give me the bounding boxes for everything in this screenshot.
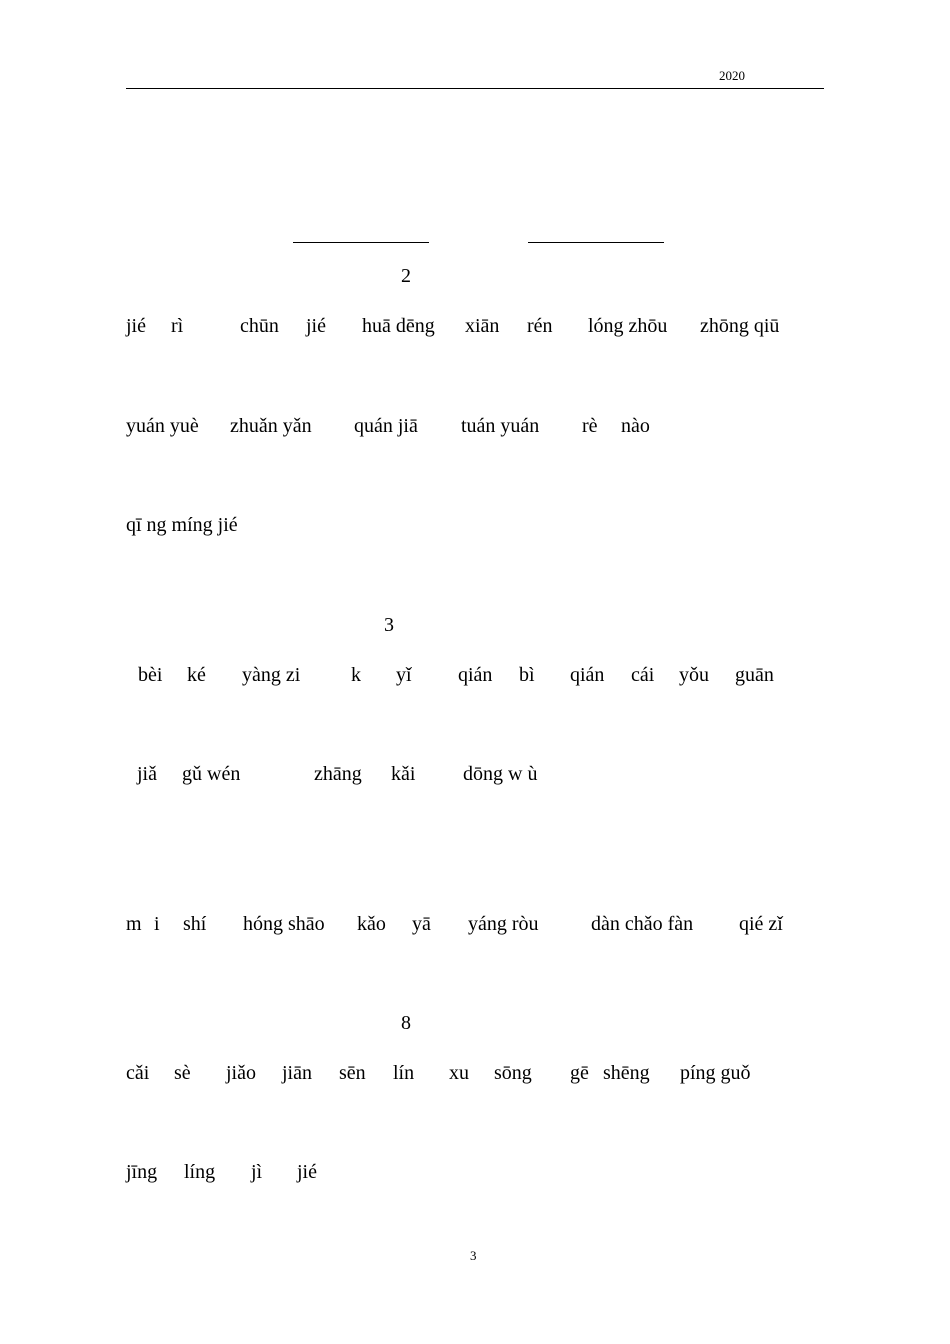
pinyin-word: rè bbox=[582, 415, 598, 437]
page-number: 3 bbox=[470, 1248, 477, 1263]
pinyin-word: m bbox=[126, 913, 142, 935]
pinyin-word: qī ng míng jié bbox=[126, 514, 238, 536]
pinyin-word: qián bbox=[458, 664, 493, 686]
pinyin-word: chūn bbox=[240, 315, 279, 337]
pinyin-word: gǔ wén bbox=[182, 763, 241, 785]
pinyin-word: ké bbox=[187, 664, 206, 686]
pinyin-word: rén bbox=[527, 315, 553, 337]
pinyin-word: xiān bbox=[465, 315, 500, 337]
pinyin-word: jì bbox=[251, 1161, 263, 1183]
pinyin-word: hóng shāo bbox=[243, 913, 325, 935]
pinyin-word: yǒu bbox=[679, 664, 709, 686]
pinyin-word: bì bbox=[519, 664, 535, 686]
pinyin-word: dōng w ù bbox=[463, 763, 538, 785]
blank-line-1 bbox=[293, 242, 429, 243]
pinyin-word: qián bbox=[570, 664, 605, 686]
pinyin-word: kǎo bbox=[357, 913, 386, 935]
pinyin-word: k bbox=[351, 664, 361, 686]
pinyin-word: xu bbox=[449, 1062, 469, 1084]
pinyin-word: qié zǐ bbox=[739, 913, 783, 935]
pinyin-line bbox=[0, 413, 950, 439]
pinyin-line bbox=[0, 313, 950, 339]
pinyin-word: yáng ròu bbox=[468, 913, 539, 935]
pinyin-word: sēn bbox=[339, 1062, 366, 1084]
section-number: 8 bbox=[401, 1012, 411, 1034]
section-number: 3 bbox=[384, 614, 394, 636]
pinyin-word: jié bbox=[126, 315, 146, 337]
pinyin-line bbox=[0, 1159, 950, 1185]
pinyin-word: jīng bbox=[126, 1161, 158, 1183]
pinyin-word: cǎi bbox=[126, 1062, 150, 1084]
pinyin-word: lóng zhōu bbox=[588, 315, 668, 337]
pinyin-line bbox=[0, 512, 950, 538]
pinyin-word: guān bbox=[735, 664, 774, 686]
pinyin-word: sōng bbox=[494, 1062, 532, 1084]
pinyin-word: líng bbox=[184, 1161, 216, 1183]
pinyin-word: jiān bbox=[282, 1062, 312, 1084]
header-year: 2020 bbox=[719, 68, 745, 83]
pinyin-line bbox=[0, 761, 950, 787]
pinyin-word: gē bbox=[570, 1062, 589, 1084]
pinyin-word: zhāng bbox=[314, 763, 362, 785]
pinyin-word: yǐ bbox=[396, 664, 412, 686]
pinyin-word: píng guǒ bbox=[680, 1062, 751, 1084]
pinyin-word: i bbox=[154, 913, 160, 935]
pinyin-word: lín bbox=[393, 1062, 415, 1084]
pinyin-line bbox=[0, 911, 950, 937]
pinyin-word: nào bbox=[621, 415, 650, 437]
section-number: 2 bbox=[401, 265, 411, 287]
pinyin-word: zhōng qiū bbox=[700, 315, 780, 337]
pinyin-word: yuán yuè bbox=[126, 415, 199, 437]
pinyin-word: zhuǎn yǎn bbox=[230, 415, 312, 437]
pinyin-word: jié bbox=[297, 1161, 317, 1183]
pinyin-word: bèi bbox=[138, 664, 163, 686]
pinyin-word: dàn chǎo fàn bbox=[591, 913, 694, 935]
pinyin-word: huā dēng bbox=[362, 315, 435, 337]
pinyin-word: cái bbox=[631, 664, 655, 686]
pinyin-line bbox=[0, 662, 950, 688]
pinyin-word: kǎi bbox=[391, 763, 416, 785]
pinyin-word: jié bbox=[306, 315, 326, 337]
pinyin-word: tuán yuán bbox=[461, 415, 540, 437]
pinyin-word: jiǎo bbox=[226, 1062, 256, 1084]
pinyin-word: yā bbox=[412, 913, 431, 935]
blank-line-2 bbox=[528, 242, 664, 243]
pinyin-word: rì bbox=[171, 315, 184, 337]
pinyin-word: jiǎ bbox=[137, 763, 157, 785]
pinyin-word: yàng zi bbox=[242, 664, 301, 686]
pinyin-word: shí bbox=[183, 913, 207, 935]
pinyin-word: sè bbox=[174, 1062, 191, 1084]
pinyin-line bbox=[0, 1060, 950, 1086]
header-rule bbox=[126, 88, 824, 89]
pinyin-word: shēng bbox=[603, 1062, 650, 1084]
pinyin-word: quán jiā bbox=[354, 415, 418, 437]
